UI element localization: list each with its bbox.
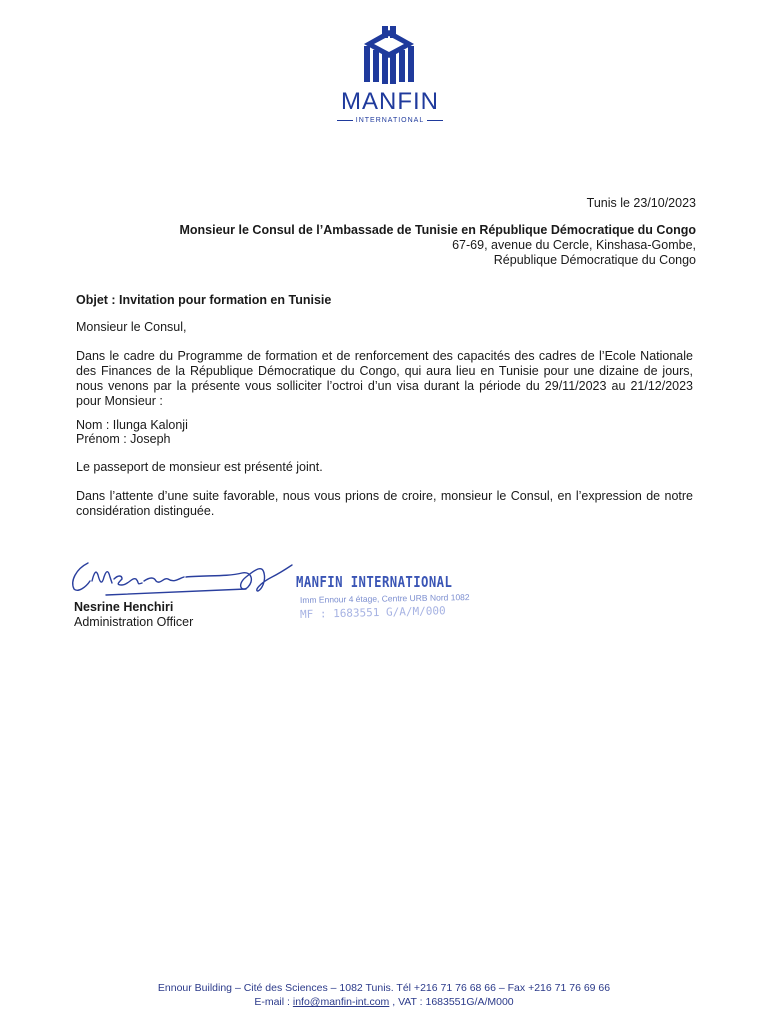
letter-body-paragraph: Dans le cadre du Programme de formation et de renforcement des capacités des cadres de l’Ecole Nationale des Finances de la République Démocratique du Congo, qui aura lieu en Tunisie pour une dizaine de jours, nous venons par la présente vous solliciter l’octroi d’un visa durant la période du 29/11/2023 au 21/12/2023 pour Monsieur :: [76, 349, 693, 408]
handwritten-signature: [66, 555, 296, 605]
stamp-address: Imm Ennour 4 étage, Centre URB Nord 1082: [299, 592, 470, 605]
footer-email-link[interactable]: info@manfin-int.com: [292, 996, 390, 1008]
footer-address: Ennour Building – Cité des Sciences – 1082 Tunis. Tél +216 71 76 68 66 – Fax +216 71 76 69 66: [157, 982, 611, 994]
letter-closing: Dans l’attente d’une suite favorable, nous vous prions de croire, monsieur le Consul, en l’expression de notre considération distinguée.: [76, 489, 693, 518]
signatory-role: Administration Officer: [74, 615, 194, 629]
stamp-tax-id: MF : 1683551 G/A/M/000: [299, 604, 446, 621]
signatory-name: Nesrine Henchiri: [74, 600, 174, 614]
footer-email-label: E-mail :: [254, 996, 293, 1008]
recipient-title: Monsieur le Consul de l’Ambassade de Tunisie en République Démocratique du Congo: [179, 223, 696, 237]
passport-note: Le passeport de monsieur est présenté joint.: [76, 460, 323, 474]
company-name: MANFIN: [341, 88, 439, 115]
footer-vat: , VAT : 1683551G/A/M000: [389, 996, 514, 1008]
company-logo: [330, 22, 450, 126]
letter-date: Tunis le 23/10/2023: [586, 196, 696, 210]
letter-salutation: Monsieur le Consul,: [76, 320, 187, 334]
person-first-name: Prénom : Joseph: [76, 432, 171, 446]
stamp-title: MANFIN INTERNATIONAL: [296, 573, 453, 591]
recipient-address-line-2: République Démocratique du Congo: [493, 253, 696, 267]
recipient-address-line-1: 67-69, avenue du Cercle, Kinshasa-Gombe,: [452, 238, 696, 252]
manfin-logo-icon: [360, 22, 418, 86]
letter-subject: Objet : Invitation pour formation en Tunisie: [76, 293, 332, 307]
footer-contact: [0, 996, 768, 1008]
person-last-name: Nom : Ilunga Kalonji: [76, 418, 188, 432]
company-stamp: [296, 573, 476, 633]
company-subtitle: INTERNATIONAL: [330, 117, 450, 124]
